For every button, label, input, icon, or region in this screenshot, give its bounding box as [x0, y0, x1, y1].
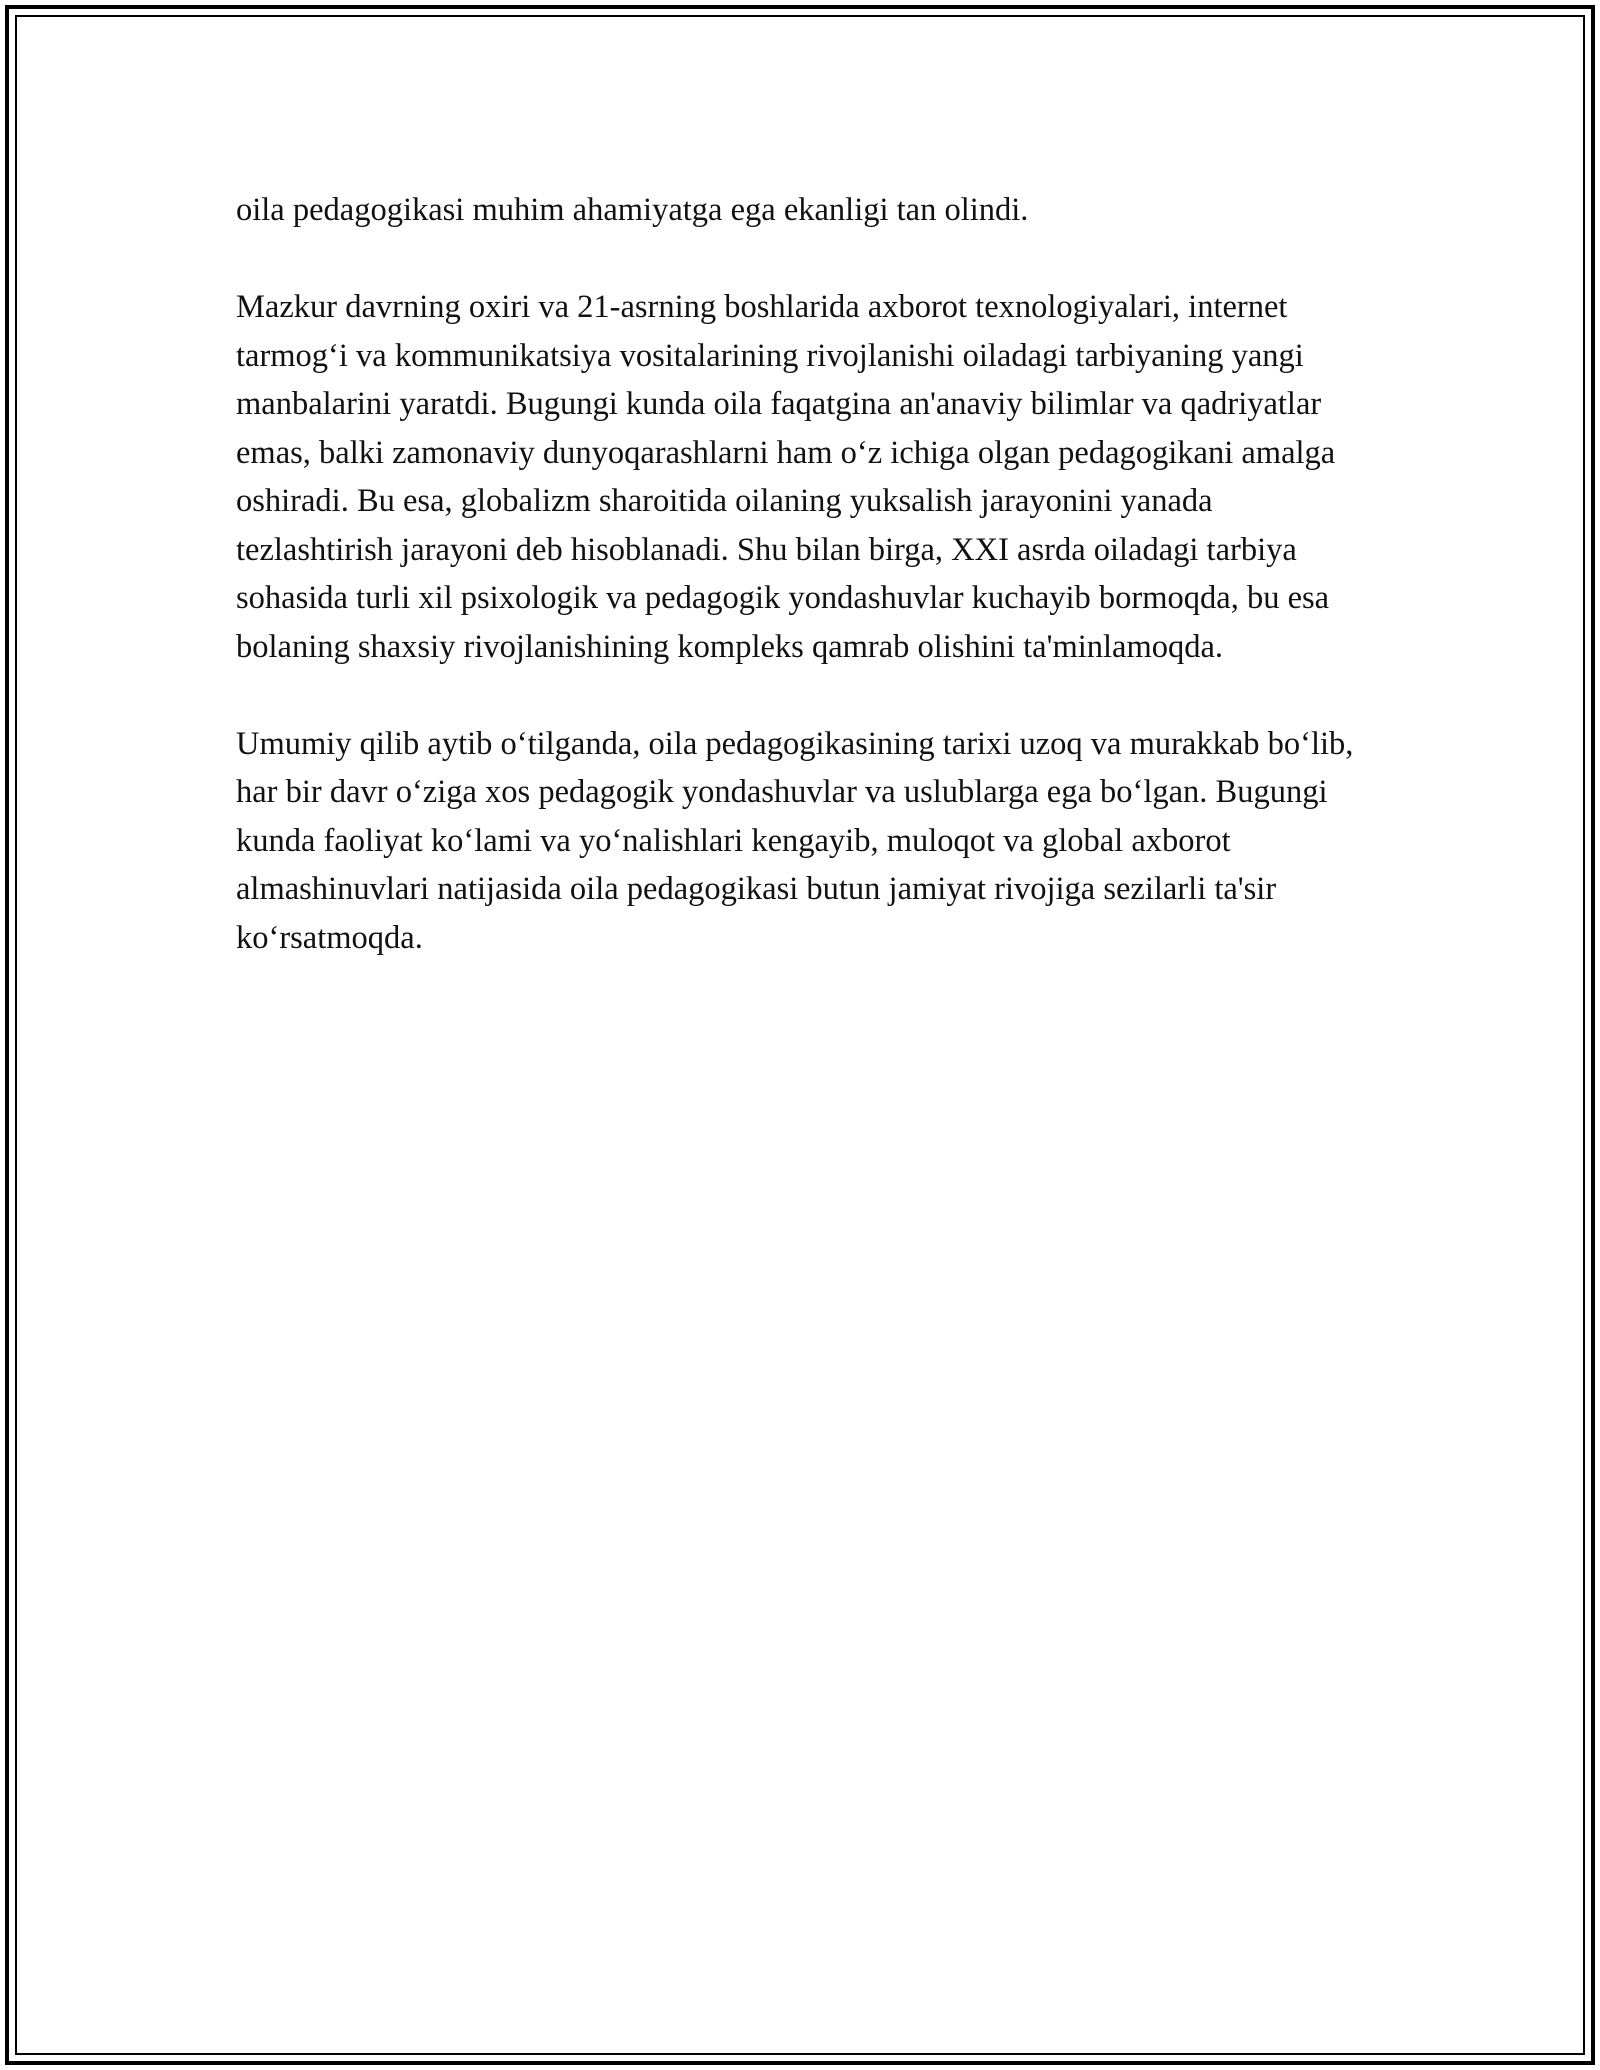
- document-body: [236, 186, 1376, 1011]
- paragraph-3: Umumiy qilib aytib o‘tilganda, oila pedagogikasining tarixi uzoq va murakkab bo‘lib, har bir davr o‘ziga xos pedagogik yondashuvlar va uslublarga ega bo‘lgan. Bugungi kunda faoliyat ko‘lami va yo‘nalishlari kengayib, muloqot va global axborot almashinuvlari natijasida oila pedagogikasi butun jamiyat rivojiga sezilarli ta'sir ko‘rsatmoqda.: [236, 725, 1354, 956]
- paragraph-2: Mazkur davrning oxiri va 21-asrning boshlarida axborot texnologiyalari, internet tarmog‘i va kommunikatsiya vositalarining rivojlanishi oiladagi tarbiyaning yangi manbalarini yaratdi. Bugungi kunda oila faqatgina an'anaviy bilimlar va qadriyatlar emas, balki zamonaviy dunyoqarashlarni ham o‘z ichiga olgan pedagogikani amalga oshiradi. Bu esa, globalizm sharoitida oilaning yuksalish jarayonini yanada tezlashtirish jarayoni deb hisoblanadi. Shu bilan birga, XXI asrda oiladagi tarbiya sohasida turli xil psixologik va pedagogik yondashuvlar kuchayib bormoqda, bu esa bolaning shaxsiy rivojlanishining kompleks qamrab olishini ta'minlamoqda.: [236, 289, 1336, 665]
- paragraph-1: oila pedagogikasi muhim ahamiyatga ega ekanligi tan olindi.: [236, 192, 1029, 228]
